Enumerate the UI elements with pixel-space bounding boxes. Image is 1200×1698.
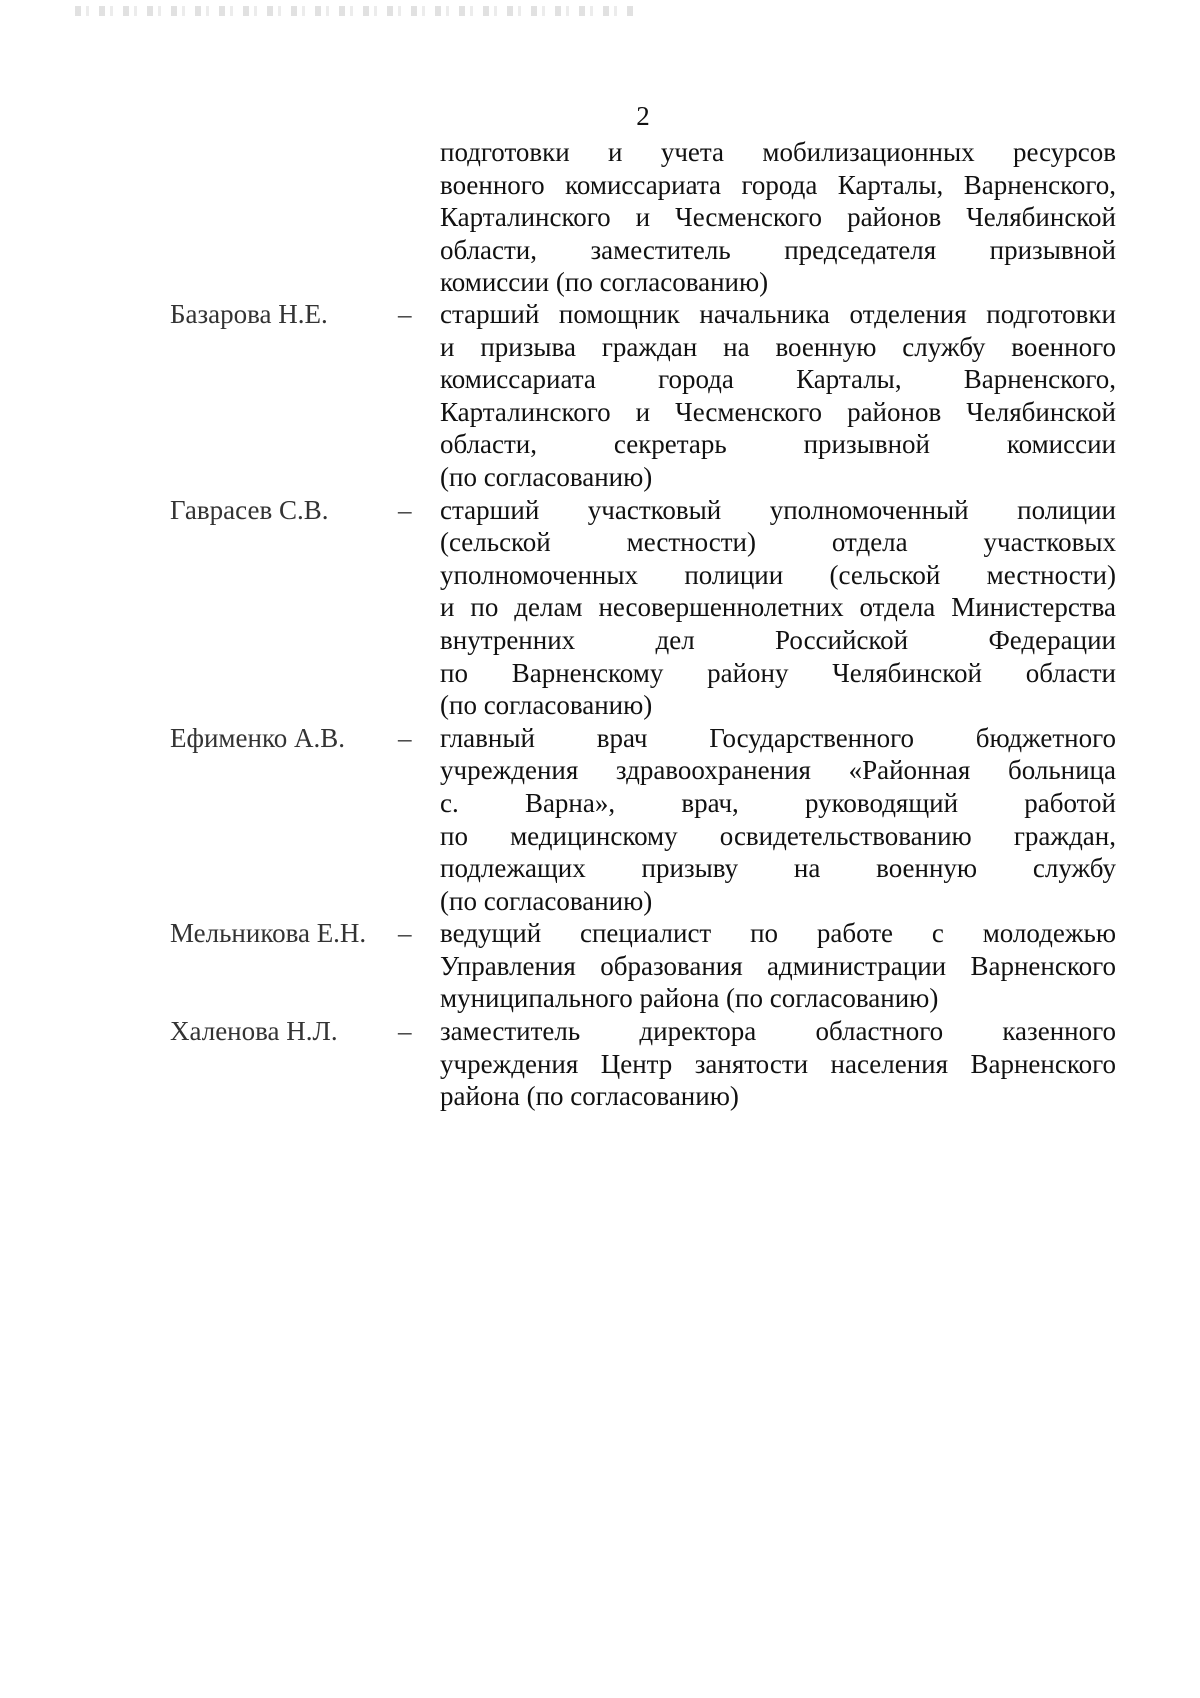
text-line: Карталинского и Чесменского районов Челябинской bbox=[440, 202, 1116, 233]
member-name: Ефименко А.В. bbox=[170, 722, 345, 753]
text-line: учреждения Центр занятости населения Варненского bbox=[440, 1048, 1116, 1079]
text-line: старший участковый уполномоченный полиции bbox=[440, 494, 1116, 525]
text-line: подготовки и учета мобилизационных ресурсов bbox=[440, 137, 1116, 167]
text-line: района (по согласованию) bbox=[440, 1081, 739, 1112]
member-entry bbox=[170, 494, 1116, 722]
text-line: и по делам несовершеннолетних отдела Министерства bbox=[440, 592, 1116, 623]
dash-separator: – bbox=[398, 1016, 412, 1047]
member-entry bbox=[170, 722, 1116, 918]
text-line: подлежащих призыву на военную службу bbox=[440, 853, 1116, 884]
text-line: Карталинского и Чесменского районов Челябинской bbox=[440, 396, 1116, 427]
text-line: и призыва граждан на военную службу военного bbox=[440, 331, 1116, 362]
member-name: Мельникова Е.Н. bbox=[170, 918, 367, 949]
commission-member-list bbox=[170, 298, 1116, 1113]
dash-separator: – bbox=[398, 494, 412, 525]
text-line: муниципального района (по согласованию) bbox=[440, 983, 939, 1014]
text-line: внутренних дел Российской Федерации bbox=[440, 624, 1116, 655]
page-number: 2 bbox=[636, 101, 650, 131]
dash-separator: – bbox=[398, 918, 412, 949]
text-line: Управления образования администрации Варненского bbox=[440, 950, 1116, 981]
text-line: уполномоченных полиции (сельской местности) bbox=[440, 559, 1116, 590]
member-position bbox=[440, 1015, 1116, 1113]
member-entry bbox=[170, 917, 1116, 1015]
dash-separator: – bbox=[398, 722, 412, 753]
text-line: главный врач Государственного бюджетного bbox=[440, 722, 1116, 753]
dash-separator: – bbox=[398, 299, 412, 329]
text-line: учреждения здравоохранения «Районная больница bbox=[440, 755, 1116, 786]
text-line: по Варненскому району Челябинской области bbox=[440, 657, 1116, 688]
text-line: области, секретарь призывной комиссии bbox=[440, 429, 1116, 460]
member-entry bbox=[170, 298, 1116, 494]
text-line: (по согласованию) bbox=[440, 885, 653, 916]
member-entry bbox=[170, 1015, 1116, 1113]
member-position bbox=[440, 722, 1116, 918]
text-line: (по согласованию) bbox=[440, 690, 653, 721]
text-line: области, заместитель председателя призывной bbox=[440, 234, 1116, 265]
text-line: по медицинскому освидетельствованию граждан, bbox=[440, 820, 1116, 851]
text-line: (сельской местности) отдела участковых bbox=[440, 527, 1116, 558]
text-line: с. Варна», врач, руководящий работой bbox=[440, 787, 1116, 818]
text-line: старший помощник начальника отделения подготовки bbox=[440, 299, 1116, 329]
text-line: военного комиссариата города Карталы, Варненского, bbox=[440, 169, 1116, 200]
scan-artifact bbox=[75, 6, 635, 16]
member-name: Халенова Н.Л. bbox=[170, 1016, 338, 1047]
text-line: ведущий специалист по работе с молодежью bbox=[440, 918, 1116, 949]
text-line: комиссариата города Карталы, Варненского, bbox=[440, 364, 1116, 395]
member-name: Базарова Н.Е. bbox=[170, 299, 328, 329]
text-line: комиссии (по согласованию) bbox=[440, 267, 769, 298]
member-position bbox=[440, 298, 1116, 494]
continuation-paragraph bbox=[440, 136, 1116, 299]
member-position bbox=[440, 917, 1116, 1015]
text-line: заместитель директора областного казенного bbox=[440, 1016, 1116, 1047]
member-position bbox=[440, 494, 1116, 722]
member-name: Гаврасев С.В. bbox=[170, 494, 329, 525]
text-line: (по согласованию) bbox=[440, 461, 653, 492]
